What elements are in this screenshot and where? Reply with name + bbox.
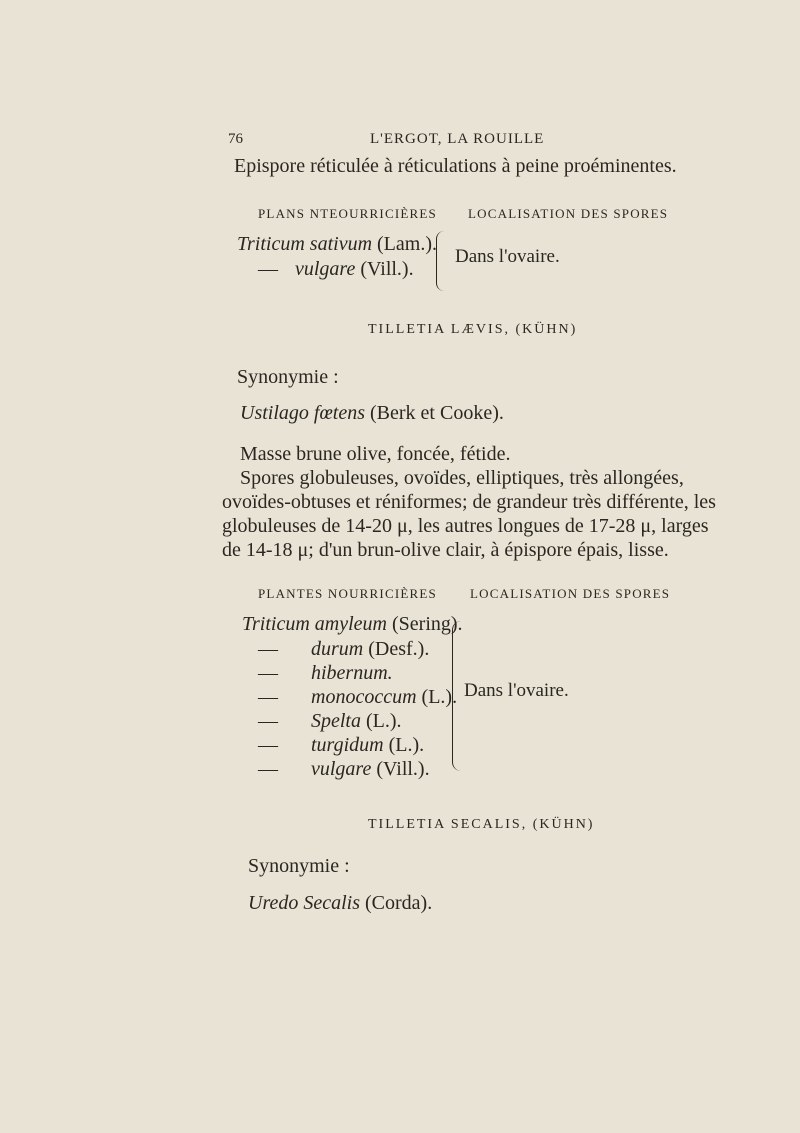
plant-author: (L.). [388, 734, 425, 756]
plant-author: (L.). [366, 710, 402, 732]
plant-name: durum [311, 638, 364, 660]
plant-name: vulgare [311, 758, 372, 780]
table2-col2-header: LOCALISATION DES SPORES [470, 586, 671, 601]
plant-author: (Desf.). [368, 638, 430, 660]
synonym-name: Ustilago fœtens [240, 402, 366, 424]
plant-author: (Lam.). [377, 233, 437, 255]
synonymy-label: Synonymie : [248, 855, 350, 877]
paragraph-line: globuleuses de 14-20 μ, les autres longues de 17-28 μ, larges [222, 515, 709, 537]
plant-name: Triticum amyleum [242, 613, 387, 635]
plant-name: monococcum [311, 686, 417, 708]
running-title: L'ERGOT, LA ROUILLE [370, 131, 545, 147]
intro-line: Epispore réticulée à réticulations à peine proéminentes. [234, 155, 677, 177]
ditto-dash: — [258, 710, 278, 732]
brace-bracket [452, 621, 461, 771]
synonym-name: Uredo Secalis [248, 892, 361, 914]
synonym-author: (Berk et Cooke). [370, 402, 504, 424]
plant-name: Triticum sativum [237, 233, 373, 255]
paragraph-line: de 14-18 μ; d'un brun-olive clair, à épispore épais, lisse. [222, 539, 669, 561]
synonymy-label: Synonymie : [237, 366, 339, 388]
table2-row [258, 734, 424, 757]
synonym-line [248, 892, 432, 915]
plant-name: turgidum [311, 734, 384, 756]
table2-localisation: Dans l'ovaire. [464, 680, 569, 701]
plant-name: vulgare [295, 258, 356, 280]
species-title: TILLETIA SECALIS, (KÜHN) [368, 817, 595, 832]
table2-row [258, 686, 457, 709]
table2-row [242, 613, 463, 636]
table1-col2-header: LOCALISATION DES SPORES [468, 206, 669, 221]
plant-name: Spelta [311, 710, 361, 732]
brace-bracket [436, 231, 447, 291]
ditto-dash: — [258, 734, 278, 756]
plant-author: (Sering). [392, 613, 463, 635]
table2-col1-header: PLANTES NOURRICIÈRES [258, 586, 437, 601]
plant-author: (L.). [421, 686, 458, 708]
ditto-dash: — [258, 638, 278, 660]
table2-row [258, 638, 429, 661]
ditto-dash: — [258, 662, 278, 684]
plant-name: hibernum. [311, 662, 393, 684]
table1-row [258, 258, 414, 281]
plant-author: (Vill.). [360, 258, 414, 280]
synonym-author: (Corda). [365, 892, 433, 914]
table2-row [258, 710, 402, 733]
page-number: 76 [228, 131, 243, 147]
plant-author: (Vill.). [376, 758, 430, 780]
ditto-dash: — [258, 258, 278, 280]
table1-localisation: Dans l'ovaire. [455, 246, 560, 267]
synonym-line [240, 402, 504, 425]
paragraph-line: Spores globuleuses, ovoïdes, elliptiques, très allongées, [240, 467, 684, 489]
paragraph: Masse brune olive, foncée, fétide. [240, 443, 511, 465]
table1-row [237, 233, 437, 256]
species-title: TILLETIA LÆVIS, (KÜHN) [368, 322, 578, 337]
table2-row [258, 662, 393, 685]
ditto-dash: — [258, 686, 278, 708]
table2-row [258, 758, 430, 781]
ditto-dash: — [258, 758, 278, 780]
paragraph-line: ovoïdes-obtuses et réniformes; de grandeur très différente, les [222, 491, 716, 513]
table1-col1-header: PLANS NTEOURRICIÈRES [258, 206, 437, 221]
